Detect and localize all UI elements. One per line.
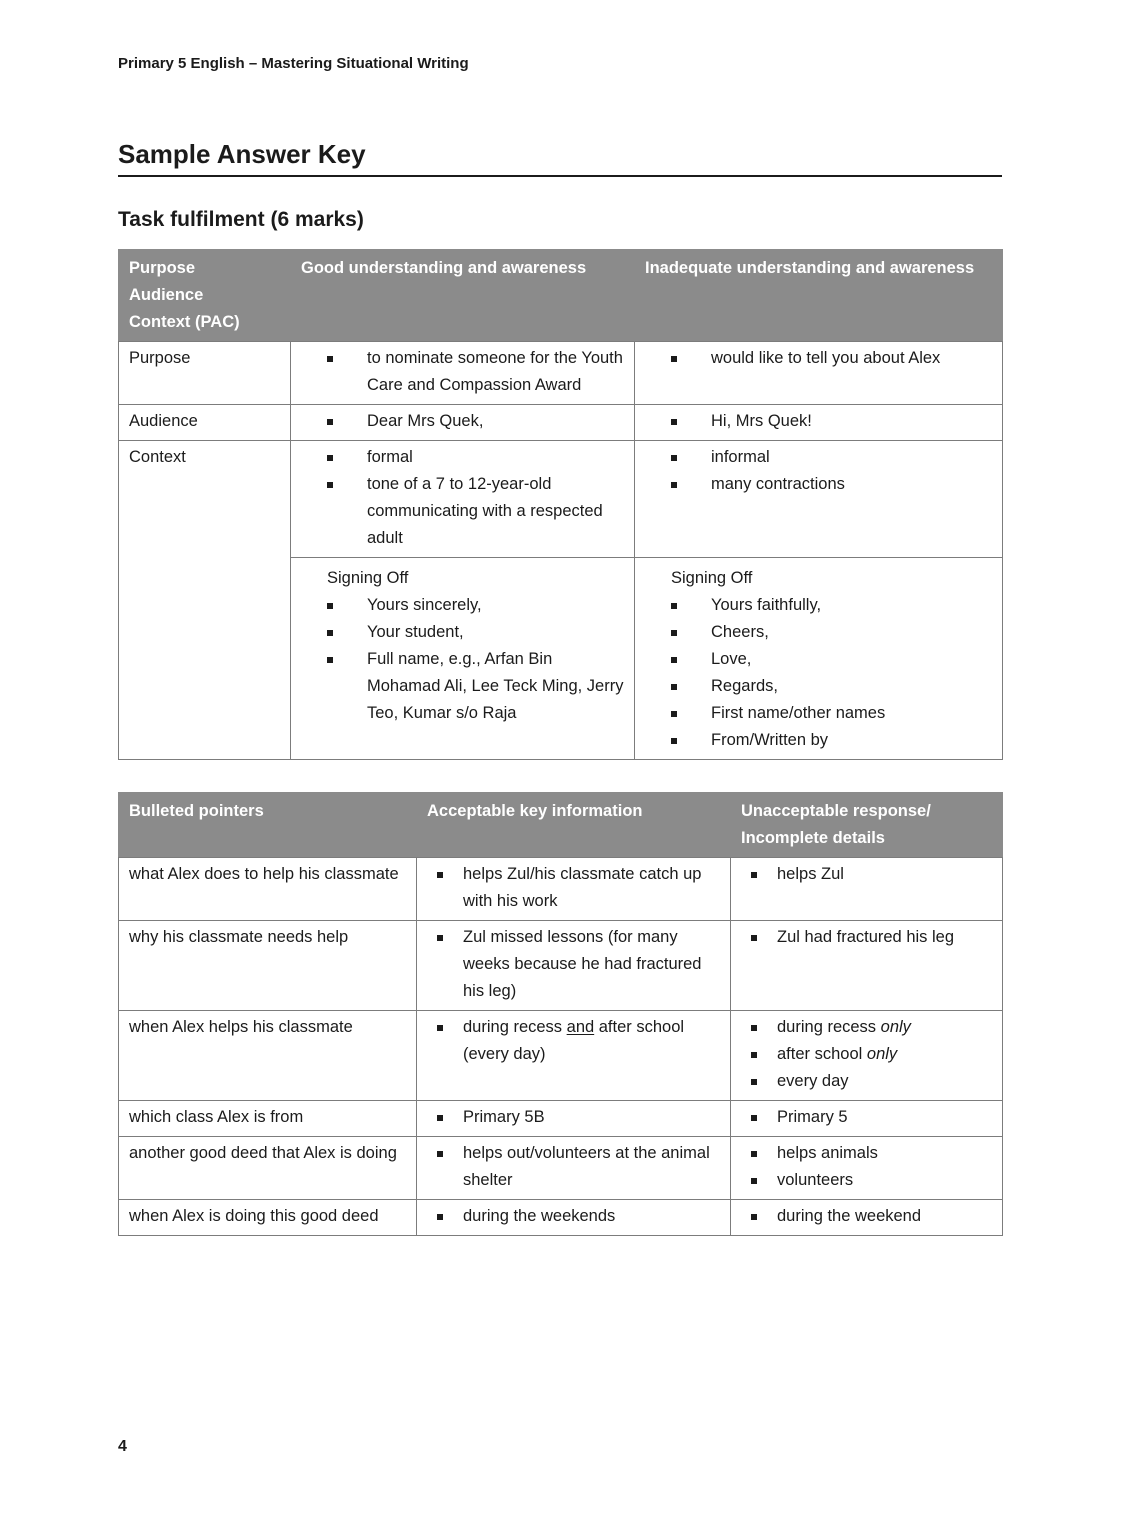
list-item: [291, 619, 630, 646]
list-item: [635, 673, 998, 700]
acceptable-cell: [417, 1137, 731, 1200]
list-item-text: [463, 1014, 726, 1068]
list-item-text: Your student,: [367, 623, 464, 641]
pointer-cell: when Alex helps his classmate: [119, 1011, 417, 1101]
list-item-text: during the weekend: [777, 1207, 922, 1225]
list-item-text: helps out/volunteers at the animal shelter: [463, 1144, 710, 1189]
list-item-text: Cheers,: [711, 623, 769, 641]
bullet-square-icon: [671, 711, 677, 717]
acceptable-cell: [417, 1200, 731, 1236]
running-header: Primary 5 English – Mastering Situational Writing: [118, 55, 469, 72]
bullet-square-icon: [327, 657, 333, 663]
list-item: [417, 1104, 726, 1131]
italic-text: only: [866, 1045, 898, 1063]
list-item: [417, 1140, 726, 1194]
table-row: [119, 921, 1003, 1011]
header-cell-good: Good understanding and awareness: [291, 250, 635, 342]
bullet-square-icon: [751, 1214, 757, 1220]
table-header-row: [119, 250, 1003, 342]
table-row: [119, 1200, 1003, 1236]
list-item-text: Yours faithfully,: [711, 596, 822, 614]
page-number: 4: [118, 1438, 127, 1455]
list-item: [417, 1203, 726, 1230]
bullet-square-icon: [751, 1151, 757, 1157]
bullet-square-icon: [327, 630, 333, 636]
underlined-text: and: [566, 1018, 595, 1036]
list-item: [417, 1014, 726, 1068]
row-label: Audience: [119, 405, 291, 441]
bullet-square-icon: [671, 356, 677, 362]
list-item-text: First name/other names: [711, 704, 886, 722]
unacceptable-cell: [731, 858, 1003, 921]
list-item: [731, 1041, 998, 1068]
list-item: [291, 408, 630, 435]
header-line: Unacceptable response/: [741, 802, 931, 820]
header-cell-inadequate: Inadequate understanding and awareness: [635, 250, 1003, 342]
inadequate-cell: [635, 558, 1003, 760]
list-item-text: formal: [367, 448, 413, 466]
list-item: [291, 345, 630, 399]
list-item: [291, 592, 630, 619]
table-row: [119, 1137, 1003, 1200]
unacceptable-cell: [731, 1101, 1003, 1137]
pointer-cell: why his classmate needs help: [119, 921, 417, 1011]
row-label: Purpose: [119, 342, 291, 405]
list-item-text: every day: [777, 1072, 849, 1090]
bullet-square-icon: [327, 356, 333, 362]
list-item: [731, 861, 998, 888]
list-item-text: Regards,: [711, 677, 778, 695]
bullet-square-icon: [327, 603, 333, 609]
bullet-square-icon: [751, 935, 757, 941]
list-item-text: informal: [711, 448, 770, 466]
pointers-table: [118, 792, 1003, 1236]
list-item-text: would like to tell you about Alex: [711, 349, 941, 367]
list-item-text: Primary 5B: [463, 1108, 545, 1126]
list-item-text: Hi, Mrs Quek!: [711, 412, 812, 430]
row-label: Context: [119, 441, 291, 760]
header-cell-unacceptable: [731, 793, 1003, 858]
signing-off-heading: Signing Off: [671, 569, 753, 587]
list-item: [635, 727, 998, 754]
bullet-square-icon: [437, 1214, 443, 1220]
list-item: [731, 1068, 998, 1095]
text-segment: during recess: [777, 1018, 881, 1036]
list-item-text: Zul had fractured his leg: [777, 928, 955, 946]
list-item-text: Yours sincerely,: [367, 596, 482, 614]
list-item: [417, 924, 726, 1005]
list-item: [731, 924, 998, 951]
unacceptable-cell: [731, 921, 1003, 1011]
pac-table: [118, 249, 1003, 760]
inadequate-cell: [635, 405, 1003, 441]
list-item: [635, 619, 998, 646]
acceptable-cell: [417, 1011, 731, 1101]
list-item-text: Love,: [711, 650, 752, 668]
table-row: [119, 1011, 1003, 1101]
bullet-square-icon: [671, 738, 677, 744]
acceptable-cell: [417, 1101, 731, 1137]
italic-text: only: [880, 1018, 911, 1036]
list-item: [635, 408, 998, 435]
bullet-square-icon: [327, 482, 333, 488]
list-item: [731, 1014, 998, 1041]
list-item-text: helps Zul: [777, 865, 844, 883]
pointer-cell: which class Alex is from: [119, 1101, 417, 1137]
list-item: [635, 471, 998, 498]
header-line: Context (PAC): [129, 313, 240, 331]
bullet-square-icon: [671, 657, 677, 663]
table-row: [119, 1101, 1003, 1137]
acceptable-cell: [417, 858, 731, 921]
table-row-audience: [119, 405, 1003, 441]
bullet-square-icon: [327, 419, 333, 425]
bullet-square-icon: [671, 684, 677, 690]
list-item: [291, 471, 630, 552]
bullet-square-icon: [437, 872, 443, 878]
table-row-context: [119, 441, 1003, 558]
list-item-text: Zul missed lessons (for many weeks because he had fractured his leg): [463, 928, 702, 1000]
pointer-cell: when Alex is doing this good deed: [119, 1200, 417, 1236]
list-item-text: [777, 1014, 998, 1041]
list-item-text: From/Written by: [711, 731, 829, 749]
acceptable-cell: [417, 921, 731, 1011]
bullet-square-icon: [437, 935, 443, 941]
list-item-text: volunteers: [777, 1171, 854, 1189]
bullet-square-icon: [671, 603, 677, 609]
list-item: [291, 646, 630, 727]
bullet-square-icon: [327, 455, 333, 461]
bullet-square-icon: [751, 1025, 757, 1031]
list-item-text: [777, 1041, 998, 1068]
list-item: [635, 646, 998, 673]
good-cell: [291, 405, 635, 441]
unacceptable-cell: [731, 1011, 1003, 1101]
list-item-text: helps animals: [777, 1144, 878, 1162]
inadequate-cell: [635, 441, 1003, 558]
bullet-square-icon: [751, 1052, 757, 1058]
list-item-text: helps Zul/his classmate catch up with his work: [463, 865, 702, 910]
header-line: Purpose: [129, 259, 196, 277]
list-item-text: Dear Mrs Quek,: [367, 412, 484, 430]
list-item-text: to nominate someone for the Youth Care and Compassion Award: [367, 349, 623, 394]
page-content: [118, 0, 1002, 1236]
bullet-square-icon: [751, 1079, 757, 1085]
bullet-square-icon: [437, 1025, 443, 1031]
header-cell-pac: [119, 250, 291, 342]
list-item-text: tone of a 7 to 12-year-old communicating with a respected adult: [367, 475, 603, 547]
list-item: [417, 861, 726, 915]
unacceptable-cell: [731, 1137, 1003, 1200]
bullet-square-icon: [671, 419, 677, 425]
bullet-square-icon: [751, 1178, 757, 1184]
section-heading: Task fulfilment (6 marks): [118, 208, 364, 231]
list-item-text: many contractions: [711, 475, 845, 493]
bullet-square-icon: [671, 455, 677, 461]
table-row: [119, 858, 1003, 921]
list-item: [731, 1167, 998, 1194]
list-item: [731, 1203, 998, 1230]
page-title: Sample Answer Key: [118, 139, 1002, 177]
list-item-text: Primary 5: [777, 1108, 848, 1126]
good-cell: [291, 342, 635, 405]
table-header-row: [119, 793, 1003, 858]
list-item: [635, 592, 998, 619]
inadequate-cell: [635, 342, 1003, 405]
text-segment: during recess: [463, 1018, 567, 1036]
header-cell-acceptable: Acceptable key information: [417, 793, 731, 858]
header-line: Incomplete details: [741, 829, 885, 847]
text-segment: after school (every day): [463, 1018, 685, 1063]
list-item: [635, 700, 998, 727]
bullet-square-icon: [437, 1115, 443, 1121]
bullet-square-icon: [751, 1115, 757, 1121]
header-cell-pointers: Bulleted pointers: [119, 793, 417, 858]
list-item: [731, 1104, 998, 1131]
list-item: [635, 444, 998, 471]
bullet-square-icon: [671, 630, 677, 636]
pointer-cell: another good deed that Alex is doing: [119, 1137, 417, 1200]
bullet-square-icon: [751, 872, 757, 878]
text-segment: after school: [777, 1045, 867, 1063]
pointer-cell: what Alex does to help his classmate: [119, 858, 417, 921]
good-cell: [291, 441, 635, 558]
unacceptable-cell: [731, 1200, 1003, 1236]
list-item-text: during the weekends: [463, 1207, 616, 1225]
signing-off-heading: Signing Off: [327, 569, 409, 587]
header-line: Audience: [129, 286, 204, 304]
table-row-purpose: [119, 342, 1003, 405]
list-item: [291, 444, 630, 471]
list-item-text: Full name, e.g., Arfan Bin Mohamad Ali, Lee Teck Ming, Jerry Teo, Kumar s/o Raja: [367, 650, 624, 722]
bullet-square-icon: [671, 482, 677, 488]
list-item: [635, 345, 998, 372]
bullet-square-icon: [437, 1151, 443, 1157]
list-item: [731, 1140, 998, 1167]
good-cell: [291, 558, 635, 760]
